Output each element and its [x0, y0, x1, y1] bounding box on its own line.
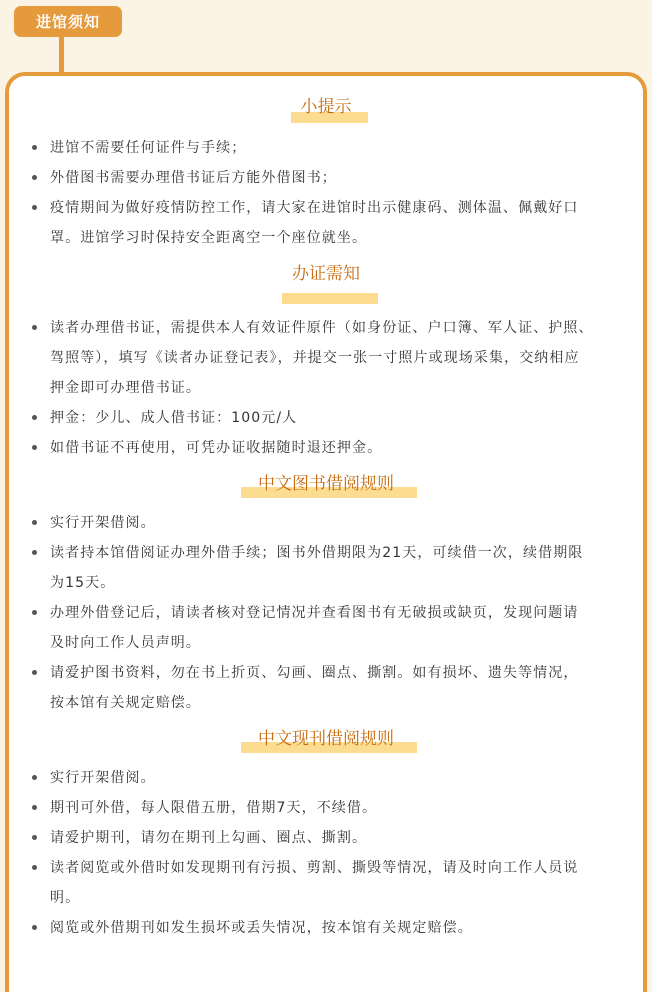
bullet-dot-icon: [32, 805, 37, 810]
list-item-line: 及时向工作人员声明。: [50, 635, 201, 651]
list-item: [50, 658, 630, 718]
bullet-dot-icon: [32, 445, 37, 450]
tag-connector: [59, 37, 64, 75]
list-item-line: 押金：少儿、成人借书证：100元/人: [50, 410, 298, 426]
list-item-line: 如借书证不再使用，可凭办证收据随时退还押金。: [50, 440, 383, 456]
bullet-dot-icon: [32, 835, 37, 840]
title-highlight: [282, 293, 378, 304]
list-item: [50, 313, 630, 403]
bullet-dot-icon: [32, 775, 37, 780]
bullet-dot-icon: [32, 610, 37, 615]
bullet-dot-icon: [32, 925, 37, 930]
list-item-line: 阅览或外借期刊如发生损坏或丢失情况，按本馆有关规定赔偿。: [50, 920, 473, 936]
list-item: [50, 793, 630, 823]
list-item-line: 请爱护图书资料，勿在书上折页、勾画、圈点、撕割。如有损坏、遗失等情况，: [50, 665, 579, 681]
list-item-line: 进馆不需要任何证件与手续；: [50, 140, 247, 156]
list-item-line: 罩。进馆学习时保持安全距离空一个座位就坐。: [50, 230, 368, 246]
list-item: [50, 853, 630, 913]
bullet-dot-icon: [32, 670, 37, 675]
bullet-dot-icon: [32, 550, 37, 555]
bullet-dot-icon: [32, 205, 37, 210]
bullet-dot-icon: [32, 520, 37, 525]
section-title-text: 小提示: [300, 97, 352, 117]
list-item: [50, 193, 630, 253]
list-item-line: 驾照等），填写《读者办证登记表》，并提交一张一寸照片或现场采集，交纳相应: [50, 350, 580, 366]
list-item: [50, 763, 630, 793]
list-item-line: 按本馆有关规定赔偿。: [50, 695, 201, 711]
section-tag: [14, 6, 122, 37]
list-item-line: 明。: [50, 890, 81, 906]
list-item-line: 为15天。: [50, 575, 116, 591]
list-item: [50, 403, 630, 433]
list-item: [50, 163, 630, 193]
bullet-dot-icon: [32, 415, 37, 420]
section-title: [0, 261, 652, 291]
list-item-line: 读者持本馆借阅证办理外借手续；图书外借期限为21天，可续借一次，续借期限: [50, 545, 584, 561]
list-item: [50, 133, 630, 163]
list-item-line: 期刊可外借，每人限借五册，借期7天，不续借。: [50, 800, 378, 816]
section-title: [0, 471, 652, 501]
bullet-dot-icon: [32, 325, 37, 330]
list-item-line: 疫情期间为做好疫情防控工作，请大家在进馆时出示健康码、测体温、佩戴好口: [50, 200, 579, 216]
section-title: [0, 94, 652, 124]
list-item: [50, 508, 630, 538]
section-title-text: 中文现刊借阅规则: [258, 729, 394, 749]
list-item: [50, 538, 630, 598]
list-item-line: 请爱护期刊，请勿在期刊上勾画、圈点、撕割。: [50, 830, 368, 846]
list-item-line: 实行开架借阅。: [50, 515, 156, 531]
bullet-dot-icon: [32, 865, 37, 870]
list-item-line: 读者办理借书证，需提供本人有效证件原件（如身份证、户口簿、军人证、护照、: [50, 320, 594, 336]
list-item: [50, 913, 630, 943]
list-item-line: 外借图书需要办理借书证后方能外借图书；: [50, 170, 337, 186]
list-item: [50, 433, 630, 463]
section-tag-label: 进馆须知: [35, 13, 100, 31]
list-item: [50, 823, 630, 853]
bullet-dot-icon: [32, 145, 37, 150]
list-item-line: 押金即可办理借书证。: [50, 380, 201, 396]
list-item-line: 读者阅览或外借时如发现期刊有污损、剪割、撕毁等情况，请及时向工作人员说: [50, 860, 579, 876]
section-title: [0, 726, 652, 756]
list-item: [50, 598, 630, 658]
bullet-dot-icon: [32, 175, 37, 180]
section-title-text: 办证需知: [292, 264, 360, 284]
list-item-line: 实行开架借阅。: [50, 770, 156, 786]
section-title-text: 中文图书借阅规则: [258, 474, 394, 494]
list-item-line: 办理外借登记后，请读者核对登记情况并查看图书有无破损或缺页，发现问题请: [50, 605, 579, 621]
